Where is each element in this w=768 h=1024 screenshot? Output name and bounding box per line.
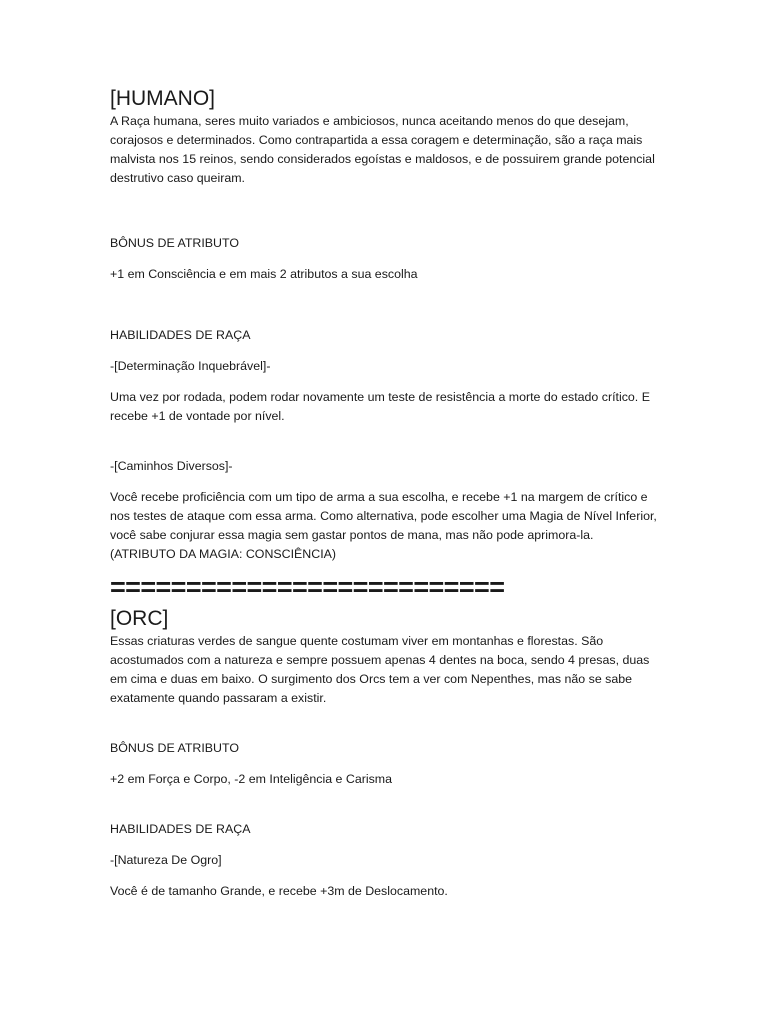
bonus-text: +2 em Força e Corpo, -2 em Inteligência e Carisma bbox=[110, 772, 393, 786]
ability-text: Você recebe proficiência com um tipo de arma a sua escolha, e recebe +1 na margem de crítico e nos testes de ataque com essa arma. Como alternativa, pode escolher uma Magia de Nível Inferior, você sabe conjurar essa magia sem gastar pontos de mana, mas não pode aprimora-la. (ATRIBUTO DA MAGIA: CONSCIÊNCIA) bbox=[110, 490, 657, 561]
abilities-label: HABILIDADES DE RAÇA bbox=[110, 328, 251, 342]
ability-name: -[Natureza De Ogro] bbox=[110, 853, 222, 867]
abilities-label: HABILIDADES DE RAÇA bbox=[110, 822, 251, 836]
race-description: Essas criaturas verdes de sangue quente costumam viver em montanhas e florestas. São acostumados com a natureza e sempre possuem apenas 4 dentes na boca, sendo 4 presas, duas em cima e duas em baixo. O surgimento dos Orcs tem a ver com Nepenthes, mas não se sabe exatamente quando passaram a existir. bbox=[110, 634, 650, 705]
bonus-text: +1 em Consciência e em mais 2 atributos a sua escolha bbox=[110, 267, 418, 281]
document-page bbox=[110, 86, 662, 901]
ability-name: -[Determinação Inquebrável]- bbox=[110, 359, 271, 373]
race-section-humano bbox=[110, 86, 662, 564]
section-divider: ========================== bbox=[110, 572, 505, 602]
race-description: A Raça humana, seres muito variados e ambiciosos, nunca aceitando menos do que desejam, corajosos e determinados. Como contrapartida a essa coragem e determinação, são a raça mais malvista nos 15 reinos, sendo considerados egoístas e maldosos, e de possuirem grande potencial destrutivo caso queiram. bbox=[110, 114, 655, 185]
race-title: [ORC] bbox=[110, 607, 169, 630]
ability-name: -[Caminhos Diversos]- bbox=[110, 459, 233, 473]
race-section-orc bbox=[110, 606, 662, 901]
ability-text: Você é de tamanho Grande, e recebe +3m de Deslocamento. bbox=[110, 884, 448, 898]
ability-text: Uma vez por rodada, podem rodar novamente um teste de resistência a morte do estado crítico. E recebe +1 de vontade por nível. bbox=[110, 390, 650, 423]
bonus-label: BÔNUS DE ATRIBUTO bbox=[110, 741, 239, 755]
bonus-label: BÔNUS DE ATRIBUTO bbox=[110, 236, 239, 250]
race-title: [HUMANO] bbox=[110, 87, 215, 110]
